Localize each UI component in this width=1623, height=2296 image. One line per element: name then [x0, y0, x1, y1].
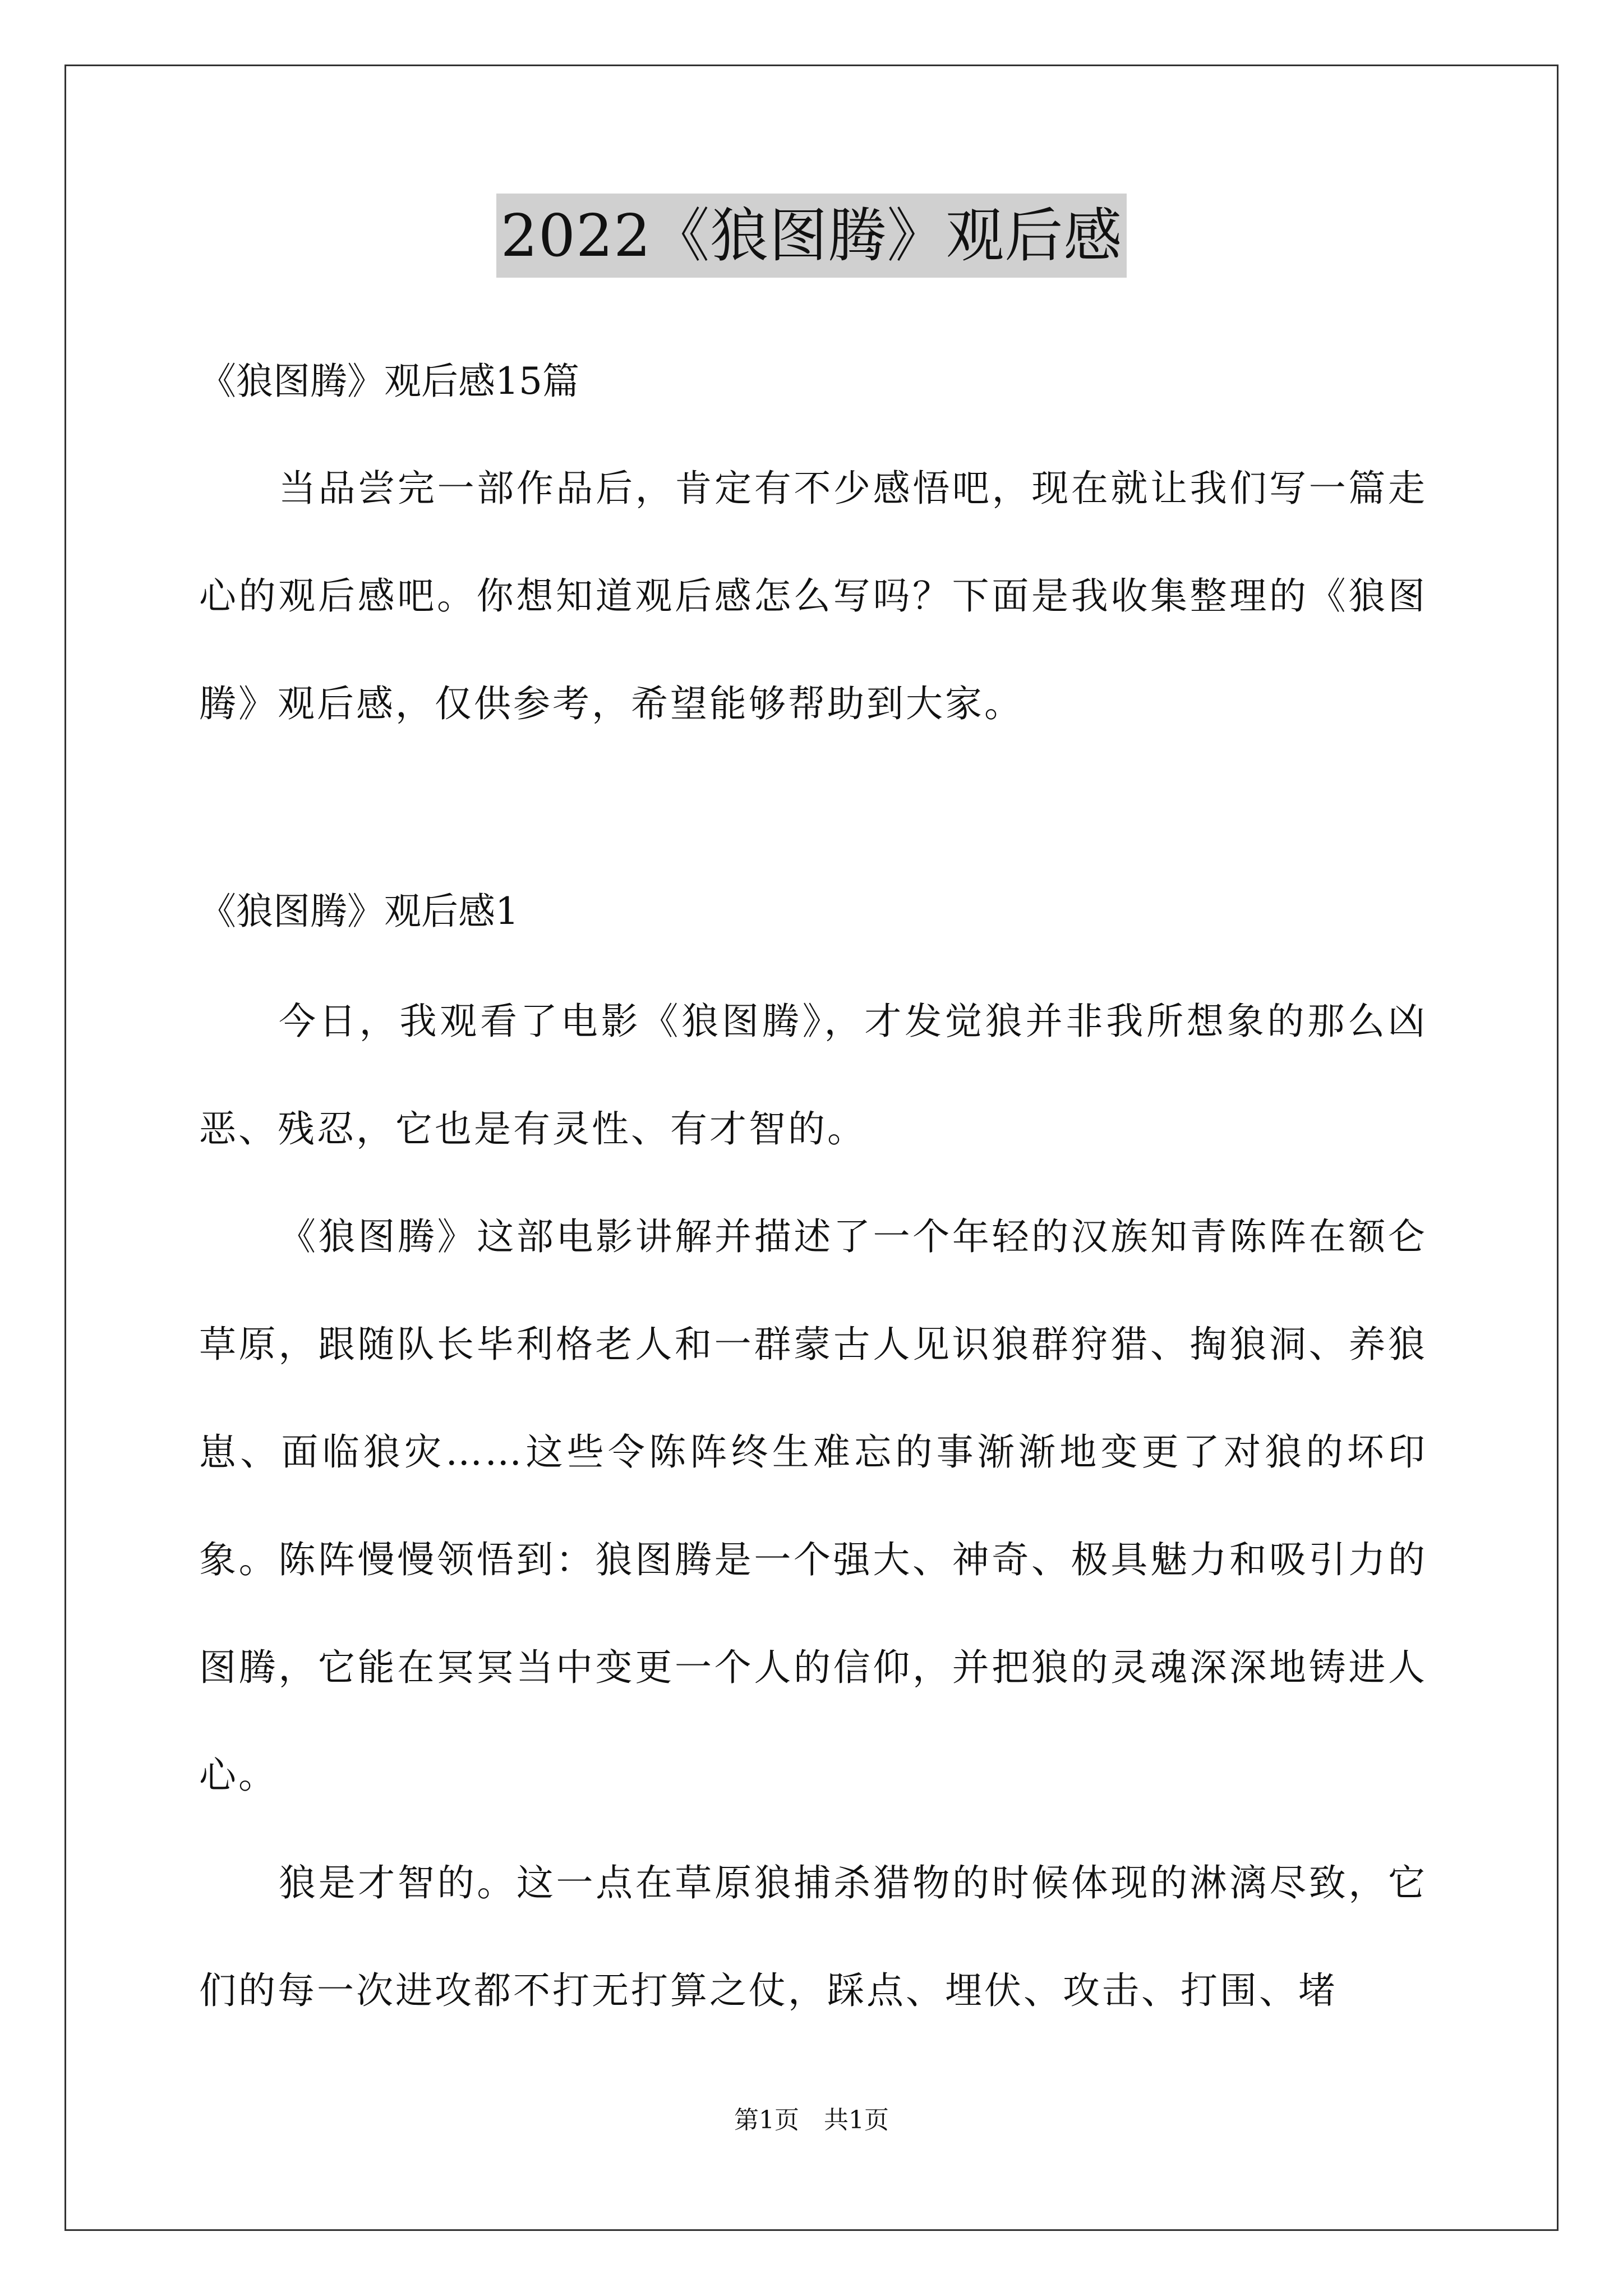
document-title: 2022《狼图腾》观后感 [496, 194, 1127, 278]
body-paragraph: 今日，我观看了电影《狼图腾》，才发觉狼并非我所想象的那么凶恶、残忍，它也是有灵性、有才智的。 [199, 1000, 1427, 1151]
page-footer: 第1页 共1页 [734, 2106, 889, 2134]
intro-block [199, 435, 1427, 758]
title-container [0, 194, 1623, 278]
section-heading: 《狼图腾》观后感1 [199, 890, 519, 933]
document-subtitle: 《狼图腾》观后感15篇 [199, 360, 579, 403]
body-block [199, 968, 1427, 2045]
body-paragraph: 狼是才智的。这一点在草原狼捕杀猎物的时候体现的淋漓尽致，它们的每一次进攻都不打无打算之仗，踩点、埋伏、攻击、打围、堵 [199, 1861, 1427, 2012]
body-paragraph: 《狼图腾》这部电影讲解并描述了一个年轻的汉族知青陈阵在额仑草原，跟随队长毕利格老人和一群蒙古人见识狼群狩猎、掏狼洞、养狼崽、面临狼灾……这些令陈阵终生难忘的事渐渐地变更了对狼的坏印象。陈阵慢慢领悟到：狼图腾是一个强大、神奇、极具魅力和吸引力的图腾，它能在冥冥当中变更一个人的信仰，并把狼的灵魂深深地铸进人心。 [199, 1215, 1427, 1797]
intro-paragraph: 当品尝完一部作品后，肯定有不少感悟吧，现在就让我们写一篇走心的观后感吧。你想知道观后感怎么写吗？下面是我收集整理的《狼图腾》观后感，仅供参考，希望能够帮助到大家。 [199, 467, 1427, 725]
